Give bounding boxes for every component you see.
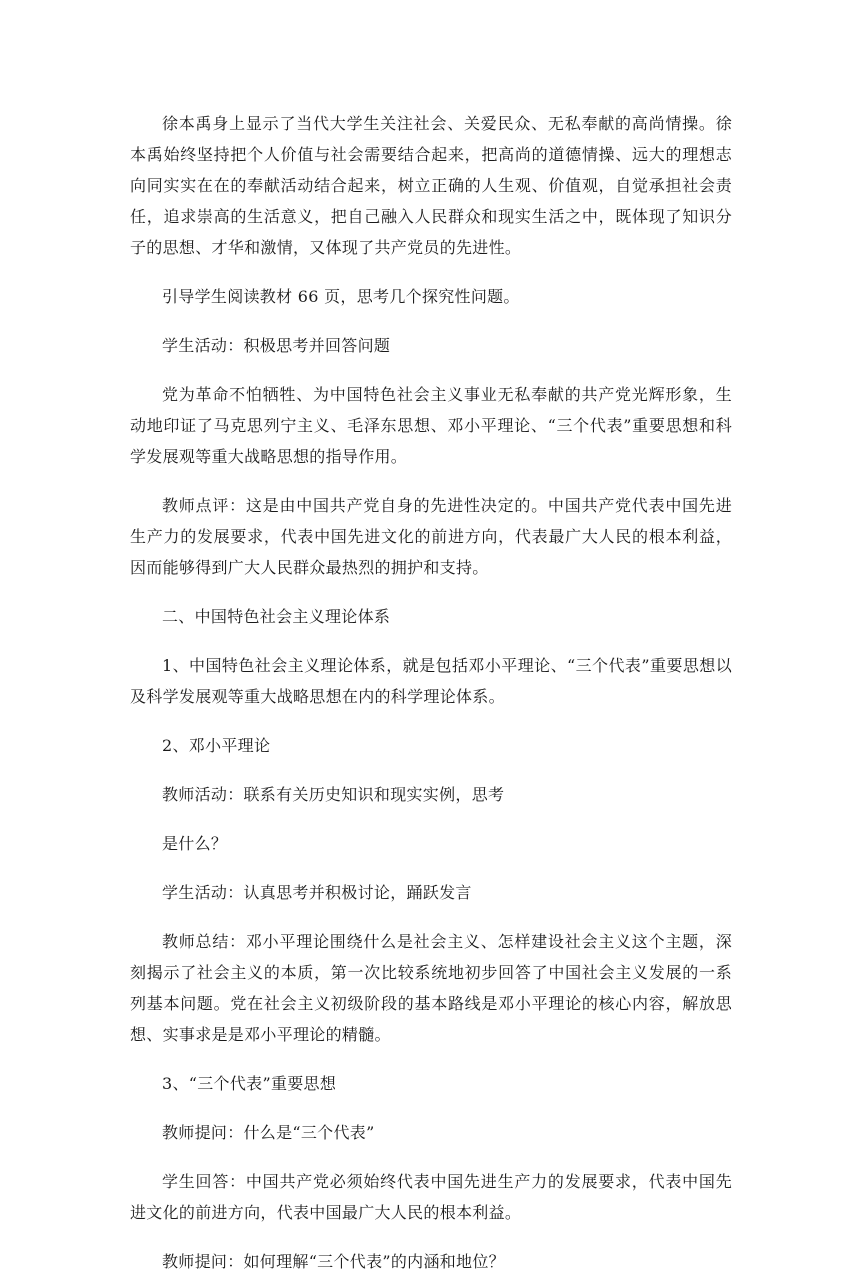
paragraph-what-is: 是什么？ [162,834,228,853]
paragraph-guide-reading: 引导学生阅读教材 66 页，思考几个探究性问题。 [162,287,520,306]
subheading-three-represents: 3、“三个代表”重要思想 [162,1074,337,1093]
paragraph-teacher-question-2: 教师提问：如何理解“三个代表”的内涵和地位？ [162,1252,505,1271]
paragraph-teacher-comment: 教师点评：这是由中国共产党自身的先进性决定的。中国共产党代表中国先进生产力的发展要求，代表中国先进文化的前进方向，代表最广大人民的根本利益，因而能够得到广大人民群众最热烈的拥护和支持。 [130,496,732,577]
paragraph-theory-definition: 1、中国特色社会主义理论体系，就是包括邓小平理论、“三个代表”重要思想以及科学发展观等重大战略思想在内的科学理论体系。 [130,656,732,706]
subheading-deng-theory: 2、邓小平理论 [162,736,271,755]
paragraph-teacher-question-1: 教师提问：什么是“三个代表” [162,1123,375,1142]
paragraph-student-activity-2: 学生活动：认真思考并积极讨论，踊跃发言 [162,883,472,902]
section-heading-theory-system: 二、中国特色社会主义理论体系 [162,607,391,626]
paragraph-student-answer: 学生回答：中国共产党必须始终代表中国先进生产力的发展要求，代表中国先进文化的前进方向，代表中国最广大人民的根本利益。 [130,1172,732,1222]
paragraph-student-activity-1: 学生活动：积极思考并回答问题 [162,336,391,355]
paragraph-teacher-activity: 教师活动：联系有关历史知识和现实实例，思考 [162,785,505,804]
paragraph-party-image: 党为革命不怕牺牲、为中国特色社会主义事业无私奉献的共产党光辉形象，生动地印证了马克思列宁主义、毛泽东思想、邓小平理论、“三个代表”重要思想和科学发展观等重大战略思想的指导作用。 [130,385,732,466]
paragraph-xu-benyu: 徐本禹身上显示了当代大学生关注社会、关爱民众、无私奉献的高尚情操。徐本禹始终坚持把个人价值与社会需要结合起来，把高尚的道德情操、远大的理想志向同实实在在的奉献活动结合起来，树立正确的人生观、价值观，自觉承担社会责任，追求崇高的生活意义，把自己融入人民群众和现实生活之中，既体现了知识分子的思想、才华和激情，又体现了共产党员的先进性。 [130,114,732,257]
paragraph-teacher-summary: 教师总结：邓小平理论围绕什么是社会主义、怎样建设社会主义这个主题，深刻揭示了社会主义的本质，第一次比较系统地初步回答了中国社会主义发展的一系列基本问题。党在社会主义初级阶段的基本路线是邓小平理论的核心内容，解放思想、实事求是是邓小平理论的精髓。 [130,932,732,1044]
